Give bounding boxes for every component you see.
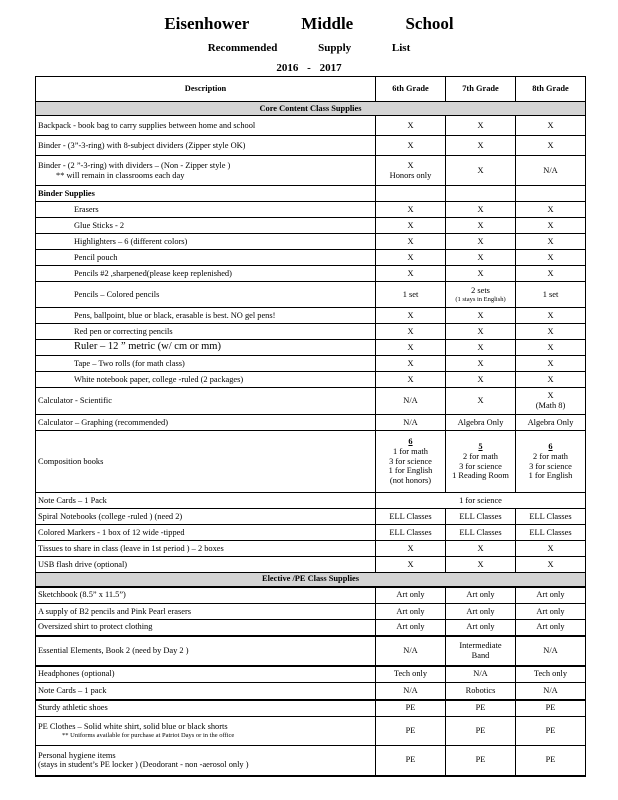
g7-cell bbox=[446, 431, 516, 493]
g7-cell: ELL Classes bbox=[446, 525, 516, 541]
g7-cell: X bbox=[446, 136, 516, 156]
table-row bbox=[36, 372, 586, 388]
item-notebook-paper: White notebook paper, college -ruled (2 packages) bbox=[74, 374, 244, 384]
g7-count: 5 bbox=[478, 442, 483, 452]
item-ruler: Ruler – 12 ” metric (w/ cm or mm) bbox=[74, 341, 221, 353]
g8-cell: Art only bbox=[516, 604, 586, 620]
g8-cell: X bbox=[516, 372, 586, 388]
item-colored-markers: Colored Markers - 1 box of 12 wide -tipped bbox=[36, 525, 376, 541]
g7-cell: X bbox=[446, 557, 516, 573]
g6-cell: PE bbox=[376, 717, 446, 746]
supply-table bbox=[35, 76, 586, 777]
item-pencil-pouch: Pencil pouch bbox=[74, 252, 118, 262]
g7-cell: PE bbox=[446, 746, 516, 776]
g6-cell: Art only bbox=[376, 604, 446, 620]
g6-cell: N/A bbox=[376, 636, 446, 666]
table-row bbox=[36, 493, 586, 509]
section-core bbox=[36, 102, 586, 116]
g7-sets: 2 sets bbox=[471, 285, 490, 295]
table-row bbox=[36, 234, 586, 250]
item-pe-clothes-note: ** Uniforms available for purchase at Patriot Days or in the office bbox=[62, 732, 235, 740]
g7-cell: PE bbox=[446, 700, 516, 717]
g8-cell: X bbox=[516, 356, 586, 372]
g6-cell: Art only bbox=[376, 620, 446, 636]
g6-line: 1 for English bbox=[388, 466, 433, 476]
g6-cell: X bbox=[376, 541, 446, 557]
section-elective bbox=[36, 573, 586, 587]
g8-cell: Algebra Only bbox=[516, 415, 586, 431]
g8-cell: ELL Classes bbox=[516, 509, 586, 525]
g8-cell bbox=[516, 431, 586, 493]
binder-supplies-heading: Binder Supplies bbox=[36, 186, 376, 202]
item-note-cards: Note Cards – 1 Pack bbox=[36, 493, 376, 509]
g6-cell: X bbox=[376, 557, 446, 573]
g8-cell: ELL Classes bbox=[516, 525, 586, 541]
item-tape: Tape – Two rolls (for math class) bbox=[74, 358, 185, 368]
col-description: Description bbox=[36, 77, 376, 102]
g6-line: 3 for science bbox=[389, 456, 432, 466]
g7-cell: X bbox=[446, 116, 516, 136]
g6-cell: N/A bbox=[376, 388, 446, 415]
g7-cell: X bbox=[446, 388, 516, 415]
g6-cell: X bbox=[376, 356, 446, 372]
g8-count: 6 bbox=[548, 442, 553, 452]
g8-cell: X bbox=[516, 541, 586, 557]
g8-cell: X bbox=[516, 202, 586, 218]
g8-cell bbox=[516, 388, 586, 415]
g7-note: (1 stays in English) bbox=[455, 295, 506, 303]
item-elective-note-cards: Note Cards – 1 pack bbox=[36, 683, 376, 700]
item-pens: Pens, ballpoint, blue or black, erasable is best. NO gel pens! bbox=[74, 310, 276, 320]
g6-cell: PE bbox=[376, 700, 446, 717]
table-row bbox=[36, 620, 586, 636]
g7-cell: PE bbox=[446, 717, 516, 746]
table-row bbox=[36, 431, 586, 493]
school-name: Eisenhower Middle School bbox=[164, 14, 454, 33]
g7-line: Band bbox=[471, 650, 490, 660]
table-row bbox=[36, 557, 586, 573]
item-binder-3: Binder - (3”-3-ring) with 8-subject dividers (Zipper style OK) bbox=[36, 136, 376, 156]
item-binder-2-note: ** will remain in classrooms each day bbox=[56, 170, 185, 180]
g6-count: 6 bbox=[408, 437, 413, 447]
g8-cell: X bbox=[516, 324, 586, 340]
item-binder-2 bbox=[36, 156, 376, 186]
item-b2-pencils: A supply of B2 pencils and Pink Pearl erasers bbox=[36, 604, 376, 620]
item-highlighters: Highlighters – 6 (different colors) bbox=[74, 236, 188, 246]
table-row bbox=[36, 636, 586, 666]
table-row bbox=[36, 746, 586, 776]
g8-cell: X bbox=[516, 340, 586, 356]
g7-line: 2 for math bbox=[463, 451, 498, 461]
item-binder-2-line1: Binder - (2 ”-3-ring) with dividers – (Non - Zipper style ) bbox=[38, 160, 231, 170]
item-composition-books: Composition books bbox=[36, 431, 376, 493]
table-row bbox=[36, 604, 586, 620]
g8-cell: X bbox=[516, 557, 586, 573]
g6-cell: X bbox=[376, 372, 446, 388]
item-oversized-shirt: Oversized shirt to protect clothing bbox=[36, 620, 376, 636]
g8-cell: N/A bbox=[516, 636, 586, 666]
table-row bbox=[36, 218, 586, 234]
table-row bbox=[36, 282, 586, 308]
table-row bbox=[36, 525, 586, 541]
g7-cell: X bbox=[446, 340, 516, 356]
g6-cell: X bbox=[376, 250, 446, 266]
g8-cell: X bbox=[516, 116, 586, 136]
table-row bbox=[36, 509, 586, 525]
g8-cell: N/A bbox=[516, 683, 586, 700]
g6-cell: X bbox=[376, 218, 446, 234]
table-row bbox=[36, 324, 586, 340]
g8-cell: Tech only bbox=[516, 666, 586, 683]
item-backpack: Backpack - book bag to carry supplies between home and school bbox=[36, 116, 376, 136]
table-row bbox=[36, 250, 586, 266]
g8-line: 3 for science bbox=[529, 461, 572, 471]
g8-cell: X bbox=[516, 250, 586, 266]
g7-cell: X bbox=[446, 234, 516, 250]
g7-cell: X bbox=[446, 308, 516, 324]
g8-note: (Math 8) bbox=[535, 401, 566, 410]
item-calc-scientific: Calculator - Scientific bbox=[36, 388, 376, 415]
g8-cell: X bbox=[516, 308, 586, 324]
g7-cell: Art only bbox=[446, 620, 516, 636]
table-row bbox=[36, 136, 586, 156]
section-core-title: Core Content Class Supplies bbox=[36, 102, 586, 116]
g8-cell: Art only bbox=[516, 587, 586, 604]
item-erasers: Erasers bbox=[74, 204, 99, 214]
g7-cell: Art only bbox=[446, 604, 516, 620]
table-row bbox=[36, 340, 586, 356]
g7-cell: X bbox=[446, 156, 516, 186]
g6-cell: X bbox=[376, 202, 446, 218]
item-spiral-notebooks: Spiral Notebooks (college -ruled ) (need 2) bbox=[36, 509, 376, 525]
g6-cell: X bbox=[376, 340, 446, 356]
table-row bbox=[36, 541, 586, 557]
table-row bbox=[36, 156, 586, 186]
g7-cell: X bbox=[446, 372, 516, 388]
table-row bbox=[36, 116, 586, 136]
header-row bbox=[36, 77, 586, 102]
g8-cell: 1 set bbox=[516, 282, 586, 308]
item-pencils-2: Pencils #2 ,sharpened(please keep replenished) bbox=[74, 268, 232, 278]
g8-cell: Art only bbox=[516, 620, 586, 636]
g7-cell: N/A bbox=[446, 666, 516, 683]
g7-line: 3 for science bbox=[459, 461, 502, 471]
g7-cell: Algebra Only bbox=[446, 415, 516, 431]
item-calc-graphing: Calculator – Graphing (recommended) bbox=[36, 415, 376, 431]
g7-cell: X bbox=[446, 324, 516, 340]
g7-cell: Art only bbox=[446, 587, 516, 604]
g7-cell: Robotics bbox=[446, 683, 516, 700]
g7-cell bbox=[446, 636, 516, 666]
g8-cell: N/A bbox=[516, 156, 586, 186]
item-red-pen: Red pen or correcting pencils bbox=[74, 326, 173, 336]
g7-cell: X bbox=[446, 218, 516, 234]
g8-cell: X bbox=[516, 266, 586, 282]
g7-cell bbox=[446, 282, 516, 308]
table-row bbox=[36, 666, 586, 683]
g8-line: 2 for math bbox=[533, 451, 568, 461]
g6-cell: ELL Classes bbox=[376, 509, 446, 525]
col-grade-8: 8th Grade bbox=[516, 77, 586, 102]
g6-cell: X bbox=[376, 136, 446, 156]
g7-cell: X bbox=[446, 202, 516, 218]
item-tissues: Tissues to share in class (leave in 1st period ) – 2 boxes bbox=[36, 541, 376, 557]
section-elective-title: Elective /PE Class Supplies bbox=[36, 573, 586, 587]
g6-line: (not honors) bbox=[389, 475, 432, 485]
g7-cell: X bbox=[446, 356, 516, 372]
g6-cell: PE bbox=[376, 746, 446, 776]
col-grade-7: 7th Grade bbox=[446, 77, 516, 102]
g8-cell: X bbox=[516, 136, 586, 156]
g6-mark: X bbox=[407, 160, 414, 170]
g7-cell: X bbox=[446, 250, 516, 266]
g6-cell: X bbox=[376, 308, 446, 324]
item-hygiene bbox=[36, 746, 376, 776]
g7-line: Intermediate bbox=[459, 640, 502, 650]
item-headphones: Headphones (optional) bbox=[36, 666, 376, 683]
table-row bbox=[36, 356, 586, 372]
g6-cell: N/A bbox=[376, 683, 446, 700]
item-usb-drive: USB flash drive (optional) bbox=[36, 557, 376, 573]
g6-cell: Tech only bbox=[376, 666, 446, 683]
g6-cell: Art only bbox=[376, 587, 446, 604]
g6-cell: ELL Classes bbox=[376, 525, 446, 541]
g8-cell: X bbox=[516, 234, 586, 250]
g7-line: 1 Reading Room bbox=[452, 471, 509, 481]
table-row bbox=[36, 717, 586, 746]
list-subtitle: Recommended Supply List bbox=[207, 42, 411, 54]
g8-line: 1 for English bbox=[528, 471, 573, 481]
table-row bbox=[36, 202, 586, 218]
table-row bbox=[36, 186, 586, 202]
table-row bbox=[36, 415, 586, 431]
table-row bbox=[36, 388, 586, 415]
g8-cell: PE bbox=[516, 700, 586, 717]
g6-cell: X bbox=[376, 266, 446, 282]
g6-cell bbox=[376, 431, 446, 493]
item-essential-elements: Essential Elements, Book 2 (need by Day 2 ) bbox=[36, 636, 376, 666]
g8-cell: PE bbox=[516, 746, 586, 776]
g8-cell: X bbox=[516, 218, 586, 234]
table-row bbox=[36, 683, 586, 700]
g7-cell: X bbox=[446, 541, 516, 557]
all-grades-cell: 1 for science bbox=[376, 493, 586, 509]
table-row bbox=[36, 700, 586, 717]
g6-note: Honors only bbox=[389, 170, 432, 180]
g8-cell: PE bbox=[516, 717, 586, 746]
item-glue-sticks: Glue Sticks - 2 bbox=[74, 220, 125, 230]
table-row bbox=[36, 308, 586, 324]
item-hygiene-note: (stays in student’s PE locker ) (Deodorant - non -aerosol only ) bbox=[38, 760, 249, 770]
g6-cell: N/A bbox=[376, 415, 446, 431]
item-athletic-shoes: Sturdy athletic shoes bbox=[36, 700, 376, 717]
item-sketchbook: Sketchbook (8.5” x 11.5”) bbox=[36, 587, 376, 604]
g6-cell: 1 set bbox=[376, 282, 446, 308]
g7-cell: ELL Classes bbox=[446, 509, 516, 525]
table-row bbox=[36, 266, 586, 282]
item-pe-clothes-line1: PE Clothes – Solid white shirt, solid blue or black shorts bbox=[38, 722, 228, 732]
g8-mark: X bbox=[547, 391, 554, 401]
g6-cell: X bbox=[376, 324, 446, 340]
col-grade-6: 6th Grade bbox=[376, 77, 446, 102]
item-colored-pencils: Pencils – Colored pencils bbox=[74, 289, 160, 299]
g6-cell: X bbox=[376, 234, 446, 250]
g7-cell: X bbox=[446, 266, 516, 282]
g6-line: 1 for math bbox=[393, 447, 428, 457]
g6-cell: X bbox=[376, 116, 446, 136]
item-hygiene-line1: Personal hygiene items bbox=[38, 750, 116, 760]
item-pe-clothes bbox=[36, 717, 376, 746]
table-row bbox=[36, 587, 586, 604]
g6-cell bbox=[376, 156, 446, 186]
school-year: 2016 - 2017 bbox=[276, 62, 342, 74]
